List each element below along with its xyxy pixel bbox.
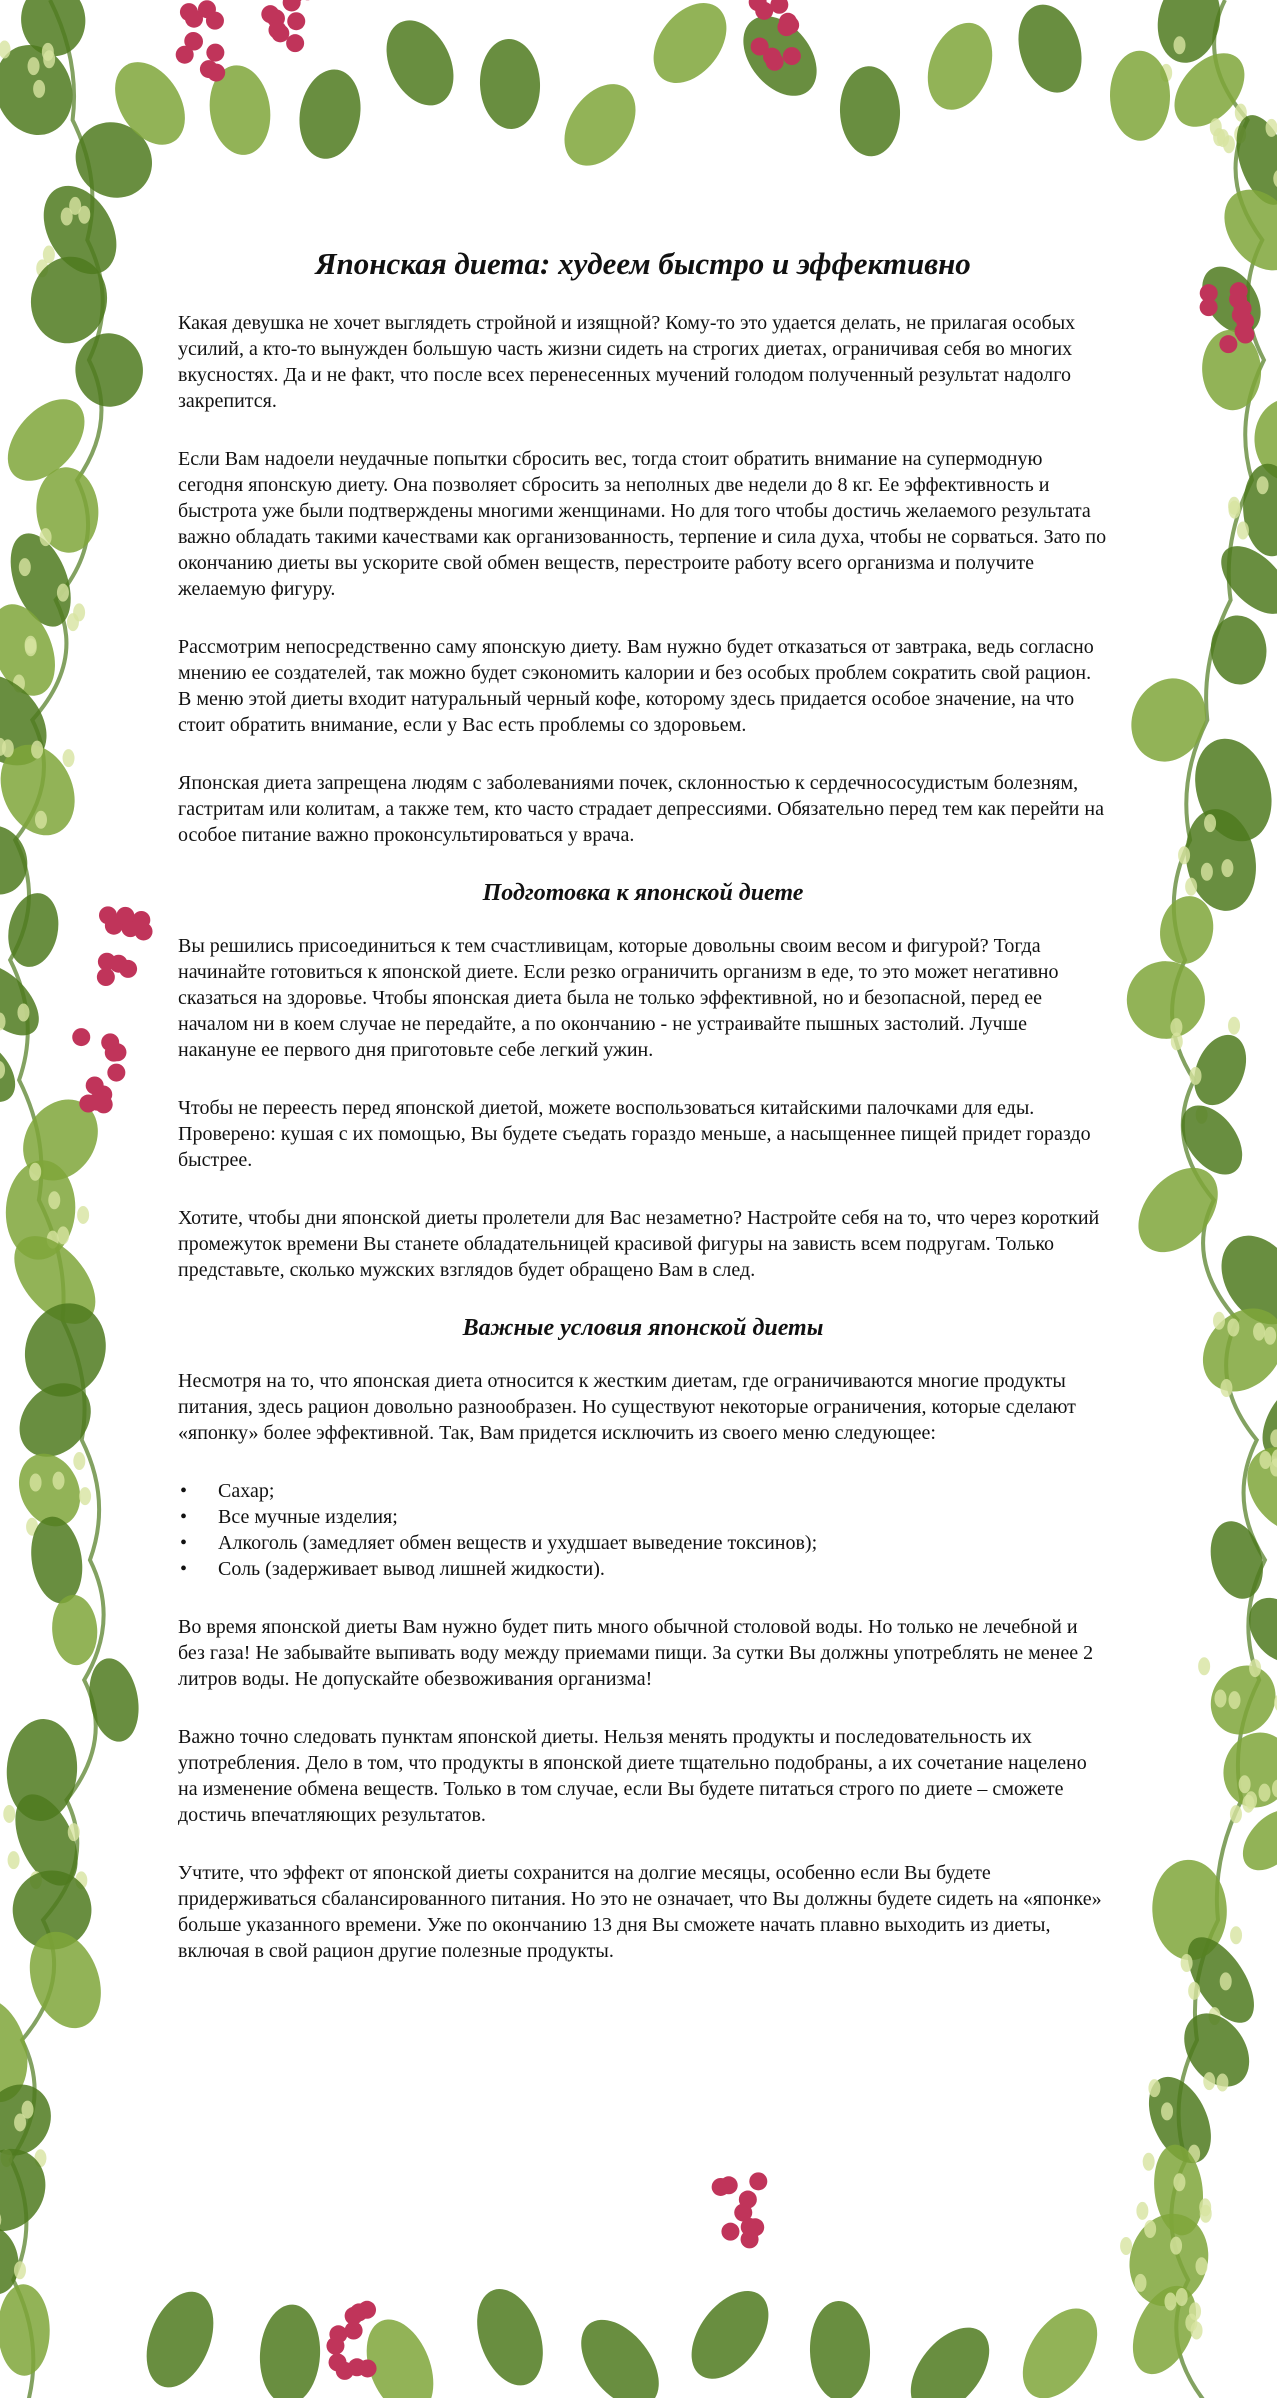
bud-icon xyxy=(14,2261,26,2279)
bud-icon xyxy=(1176,2288,1188,2306)
berry-icon xyxy=(97,968,115,986)
bud-icon xyxy=(1144,2220,1156,2238)
bud-icon xyxy=(1143,2153,1155,2171)
bud-icon xyxy=(1230,1926,1242,1944)
bud-icon xyxy=(61,208,73,226)
bud-icon xyxy=(1188,1982,1200,2000)
bud-icon xyxy=(1228,1691,1240,1709)
leaf-icon xyxy=(808,2300,871,2398)
list-item: • Все мучные изделия; xyxy=(178,1504,1108,1530)
leaf-icon xyxy=(1008,0,1091,100)
leaf-icon xyxy=(639,0,742,97)
paragraph: Японская диета запрещена людям с заболеваниями почек, склонностью к сердечнососудистым болезням, гастритам или колитам, а также тем, кто часто страдает депрессиями. Обязательно перед тем как перейти на особое питание важно проконсультироваться у врача. xyxy=(178,772,1104,846)
paragraph: Чтобы не переесть перед японской диетой, можете воспользоваться китайскими палочками для еды. Проверено: кушая с их помощью, Вы будете съедать гораздо меньше, а насыщеннее пищей придет гораздо быстрее. xyxy=(178,1097,1091,1171)
bud-icon xyxy=(3,1805,15,1823)
bud-icon xyxy=(1164,2292,1176,2310)
bud-icon xyxy=(1174,36,1186,54)
berry-icon xyxy=(1219,335,1237,353)
paragraph: Несмотря на то, что японская диета относится к жестким диетам, где ограничиваются многие продукты питания, здесь рацион довольно разнообразен. Но существуют некоторые ограничения, которые сделают «японку» более эффективной. Так, Вам придется исключить из своего меню следующее: xyxy=(178,1370,1076,1444)
leaf-icon xyxy=(465,2280,555,2394)
leaf-icon xyxy=(916,14,1004,119)
berry-icon xyxy=(101,1033,119,1051)
bud-icon xyxy=(1259,1451,1271,1469)
berry-icon xyxy=(286,34,304,52)
bud-icon xyxy=(1161,2102,1173,2120)
bud-icon xyxy=(1203,2072,1215,2090)
bud-icon xyxy=(1253,1323,1265,1341)
paragraph: Хотите, чтобы дни японской диеты пролетели для Вас незаметно? Настройте себя на то, что через короткий промежуток времени Вы станете обладательницей красивой фигуры на зависть всем подругам. Только представьте, сколько мужских взглядов будет обращено Вам в след. xyxy=(178,1207,1100,1281)
paragraph: Вы решились присоединиться к тем счастливицам, которые довольны своим весом и фигурой? Тогда начинайте готовиться к японской диете. Если резко ограничить организм в еде, то это может негативно сказаться на здоровье. Чтобы японская диета была не только эффективной, но и безопасной, перед ее началом ни в коем случае не передайте, а по окончанию - не устраивайте пышных застолий. Лучше накануне ее первого дня приготовьте себе легкий ужин. xyxy=(178,935,1059,1061)
paragraph: Учтите, что эффект от японской диеты сохранится на долгие месяцы, особенно если Вы будете придерживаться сбалансированного питания. Но это не означает, что Вы должны будете сидеть на «японке» больше указанного времени. Уже по окончанию 13 дня Вы сможете начать плавно выходить из диеты, включая в свой рацион другие полезные продукты. xyxy=(178,1862,1102,1962)
bud-icon xyxy=(43,50,55,68)
bud-icon xyxy=(19,558,31,576)
leaf-icon xyxy=(550,71,650,179)
bud-icon xyxy=(68,1823,80,1841)
berry-icon xyxy=(326,2337,344,2355)
paragraph: Важно точно следовать пунктам японской диеты. Нельзя менять продукты и последовательность их употребления. Дело в том, что продукты в японской диете тщательно подобраны, а их сочетание нацелено на изменение обмена веществ. Только в том случае, если Вы будете питаться строго по диете – сможете достичь впечатляющих результатов. xyxy=(178,1726,1087,1826)
list-item: • Алкоголь (замедляет обмен веществ и ухудшает выведение токсинов); xyxy=(178,1530,1108,1556)
berry-icon xyxy=(763,48,781,66)
section-heading-preparation: Подготовка к японской диете xyxy=(482,880,804,906)
bud-icon xyxy=(1213,1312,1225,1330)
berry-icon xyxy=(734,2204,752,2222)
bud-icon xyxy=(48,1191,60,1209)
berry-icon xyxy=(98,953,116,971)
bud-icon xyxy=(1170,1018,1182,1036)
bud-icon xyxy=(1190,1067,1202,1085)
bud-icon xyxy=(78,206,90,224)
bud-icon xyxy=(1228,497,1240,515)
bud-icon xyxy=(1178,846,1190,864)
bud-icon xyxy=(53,1472,65,1490)
berry-icon xyxy=(720,2176,738,2194)
leaf-icon xyxy=(293,65,367,164)
berry-icon xyxy=(207,64,225,82)
berry-icon xyxy=(271,24,289,42)
bud-icon xyxy=(63,749,75,767)
berry-icon xyxy=(72,1028,90,1046)
bud-icon xyxy=(73,603,85,621)
leaf-icon xyxy=(50,1593,100,1666)
bud-icon xyxy=(1221,859,1233,877)
bud-icon xyxy=(1136,2202,1148,2220)
bud-icon xyxy=(1230,1805,1242,1823)
leaf-icon xyxy=(566,2305,675,2398)
bud-icon xyxy=(1258,1784,1270,1802)
berry-icon xyxy=(287,12,305,30)
berry-icon xyxy=(721,2223,739,2241)
bud-icon xyxy=(1199,2198,1211,2216)
leaf-icon xyxy=(895,2313,1005,2398)
bud-icon xyxy=(1214,1689,1226,1707)
list-item: • Соль (задерживает вывод лишней жидкости). xyxy=(178,1556,1108,1582)
bud-icon xyxy=(25,638,37,656)
list-item: • Сахар; xyxy=(178,1478,1108,1504)
leaf-icon xyxy=(134,2282,226,2397)
bud-icon xyxy=(30,1474,42,1492)
bud-icon xyxy=(40,528,52,546)
bud-icon xyxy=(1227,1318,1239,1336)
bud-icon xyxy=(57,1226,69,1244)
bud-icon xyxy=(1237,522,1249,540)
bud-icon xyxy=(79,1487,91,1505)
article xyxy=(178,240,1108,1996)
leaf-icon xyxy=(1208,613,1269,687)
berry-icon xyxy=(1236,312,1254,330)
leaf-icon xyxy=(354,2310,446,2398)
bud-icon xyxy=(73,1452,85,1470)
berry-icon xyxy=(206,12,224,30)
excluded-foods-list xyxy=(178,1478,1108,1582)
bud-icon xyxy=(1245,1791,1257,1809)
paragraph: Какая девушка не хочет выглядеть стройной и изящной? Кому-то это удается делать, не прилагая особых усилий, а кто-то вынужден большую часть жизни сидеть на строгих диетах, ограничивая себя во многих вкусностях. Да и не факт, что после всех перенесенных мучений голодом полученный результат надолго закрепится. xyxy=(178,312,1076,412)
bud-icon xyxy=(1228,1017,1240,1035)
berry-icon xyxy=(132,911,150,929)
bud-icon xyxy=(77,1206,89,1224)
bud-icon xyxy=(1220,1379,1232,1397)
bud-icon xyxy=(1220,1972,1232,1990)
leaf-icon xyxy=(838,65,902,157)
bud-icon xyxy=(1185,878,1197,896)
bud-icon xyxy=(8,1851,20,1869)
bud-icon xyxy=(35,811,47,829)
leaf-icon xyxy=(478,38,542,130)
bud-icon xyxy=(1204,814,1216,832)
bud-icon xyxy=(57,584,69,602)
bud-icon xyxy=(1148,2079,1160,2097)
berry-icon xyxy=(116,907,134,925)
berry-icon xyxy=(783,47,801,65)
bud-icon xyxy=(1249,1659,1261,1677)
berry-icon xyxy=(749,2172,767,2190)
leaf-icon xyxy=(1007,2295,1112,2398)
bud-icon xyxy=(31,741,43,759)
bud-icon xyxy=(1173,2173,1185,2191)
bud-icon xyxy=(1216,2073,1228,2091)
bud-icon xyxy=(1239,1775,1251,1793)
bud-icon xyxy=(1170,2237,1182,2255)
leaf-icon xyxy=(1203,1516,1271,1605)
berry-icon xyxy=(359,2359,377,2377)
paragraph: Рассмотрим непосредственно саму японскую диету. Вам нужно будет отказаться от завтрака, ведь согласно мнению ее создателей, так можно будет сэкономить калории и без особых проблем сократить свой рацион. В меню этой диеты входит натуральный черный кофе, которому здесь придается особое значение, на что стоит обратить внимание, если у Вас есть проблемы со здоровьем. xyxy=(178,636,1094,736)
bud-icon xyxy=(28,57,40,75)
berry-icon xyxy=(350,2303,368,2321)
leaf-icon xyxy=(73,331,146,409)
bud-icon xyxy=(1195,2257,1207,2275)
bud-icon xyxy=(1198,1657,1210,1675)
berry-icon xyxy=(1230,282,1248,300)
leaf-icon xyxy=(1240,462,1277,558)
berry-icon xyxy=(206,44,224,62)
berry-icon xyxy=(185,10,203,28)
bud-icon xyxy=(17,1004,29,1022)
bud-icon xyxy=(1217,129,1229,147)
berry-icon xyxy=(336,2362,354,2380)
leaf-icon xyxy=(0,2284,50,2376)
paragraph: Если Вам надоели неудачные попытки сбросить вес, тогда стоит обратить внимание на супермодную сегодня японскую диету. Она позволяет сбросить за неполных две недели до 8 кг. Ее эффективность и быстрота уже были подтверждены многими женщинами. Но для того чтобы достичь желаемого результата важно обладать такими качествами как организованность, терпение и сила духа, чтобы не сорваться. Зато по окончанию диеты вы ускорите свой обмен веществ, перестроите работу всего организма и получите желаемую фигуру. xyxy=(178,448,1107,600)
bud-icon xyxy=(1257,476,1269,494)
bud-icon xyxy=(1181,1954,1193,1972)
bud-icon xyxy=(1189,2302,1201,2320)
leaf-icon xyxy=(1109,50,1171,141)
bud-icon xyxy=(22,2101,34,2119)
bud-icon xyxy=(33,80,45,98)
leaf-icon xyxy=(373,9,467,116)
bud-icon xyxy=(1135,2274,1147,2292)
bud-icon xyxy=(1266,119,1277,137)
berry-icon xyxy=(107,1064,125,1082)
bud-icon xyxy=(29,1163,41,1181)
berry-icon xyxy=(1200,298,1218,316)
berry-icon xyxy=(777,18,795,36)
bud-icon xyxy=(1264,1327,1276,1345)
bud-icon xyxy=(1201,863,1213,881)
bud-icon xyxy=(1120,2237,1132,2255)
leaf-icon xyxy=(1120,954,1213,1046)
leaf-icon xyxy=(676,2277,784,2393)
berry-icon xyxy=(184,32,202,50)
paragraph: Во время японской диеты Вам нужно будет пить много обычной столовой воды. Но только не лечебной и без газа! Не забывайте выпивать воду между приемами пищи. За сутки Вы должны употреблять не менее 2 литров воды. Не допускайте обезвоживания организма! xyxy=(178,1616,1094,1690)
section-heading-conditions: Важные условия японской диеты xyxy=(462,1315,824,1341)
page-title: Японская диета: худеем быстро и эффективно xyxy=(315,246,971,281)
berry-icon xyxy=(94,1085,112,1103)
leaf-icon xyxy=(257,2303,323,2398)
